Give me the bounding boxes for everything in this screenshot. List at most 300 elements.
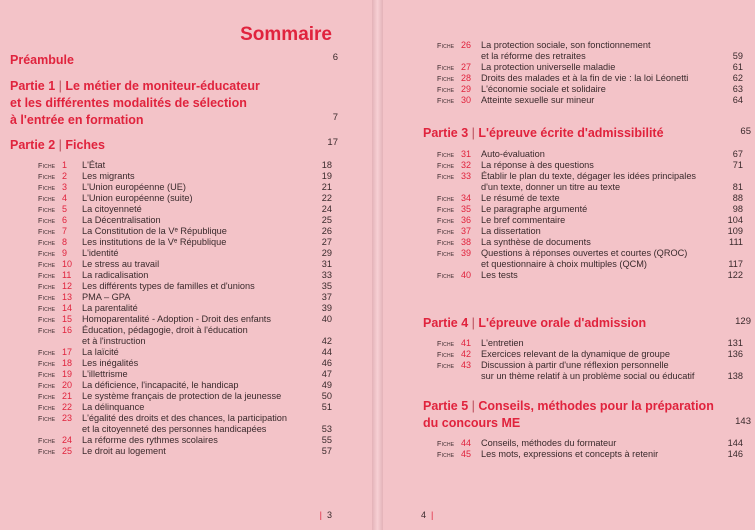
entry-title-line: d'un texte, donner un titre au texte [481, 182, 621, 192]
entry-title [481, 215, 565, 226]
entry-title-line: La laïcité [82, 347, 119, 357]
entry-title [481, 438, 616, 449]
toc-entry [437, 204, 743, 215]
entry-title [82, 226, 227, 237]
fiche-number: 32 [461, 160, 472, 170]
toc-entry [437, 338, 743, 349]
entry-title-line: Les institutions de la Vᵉ République [82, 237, 227, 247]
entry-title-line: La synthèse de documents [481, 237, 591, 247]
fiche-label: Fiche [437, 161, 455, 170]
fiche-number: 22 [62, 402, 73, 412]
fiche-label: Fiche [437, 150, 455, 159]
entry-page-number: 25 [321, 215, 332, 225]
entry-title [82, 259, 159, 270]
toc-entry [437, 449, 743, 460]
fiche-number: 43 [461, 360, 472, 370]
toc-entry [437, 40, 743, 62]
fiche-number: 42 [461, 349, 472, 359]
toc-entry [437, 438, 743, 449]
toc-entry [38, 446, 332, 457]
entry-title [82, 391, 281, 402]
toc-entry [437, 270, 743, 281]
toc-entry [38, 182, 332, 193]
entry-title-line: L'identité [82, 248, 119, 258]
part-page-number: 17 [327, 137, 338, 148]
part-page-number: 7 [332, 112, 338, 123]
fiche-label: Fiche [437, 227, 455, 236]
entry-title [82, 171, 135, 182]
fiche-number: 31 [461, 149, 472, 159]
toc-entry [437, 360, 743, 382]
entry-page-number: 53 [321, 424, 332, 434]
fiche-label: Fiche [38, 326, 56, 335]
toc-entry [38, 347, 332, 358]
entry-title [481, 171, 696, 193]
entry-page-number: 55 [321, 435, 332, 445]
toc-entry [437, 95, 743, 106]
fiche-number: 38 [461, 237, 472, 247]
fiche-label: Fiche [437, 350, 455, 359]
entry-title-line: et à l'instruction [82, 336, 146, 346]
entry-page-number: 24 [321, 204, 332, 214]
toc-entry [38, 204, 332, 215]
fiche-label: Fiche [437, 450, 455, 459]
toc-entry [437, 215, 743, 226]
fiche-label: Fiche [38, 172, 56, 181]
fiche-number: 39 [461, 248, 472, 258]
toc-entry [38, 391, 332, 402]
entry-page-number: 19 [321, 171, 332, 181]
fiche-label: Fiche [437, 96, 455, 105]
toc-entry [38, 413, 332, 435]
fiche-label: Fiche [437, 172, 455, 181]
entry-page-number: 109 [727, 226, 743, 236]
entry-title [82, 347, 119, 358]
entry-title-line: La radicalisation [82, 270, 149, 280]
entry-title [481, 338, 524, 349]
entry-title [82, 237, 226, 248]
fiche-label: Fiche [38, 260, 56, 269]
entry-page-number: 44 [321, 347, 332, 357]
fiche-number: 44 [461, 438, 472, 448]
entry-title-line: La réponse à des questions [481, 160, 594, 170]
toc-entry [38, 215, 332, 226]
left-page [0, 0, 372, 530]
entry-title-line: La réforme des rythmes scolaires [82, 435, 218, 445]
entry-title-line: Les mots, expressions et concepts à retenir [481, 449, 659, 459]
entry-title [481, 449, 658, 460]
entry-title [82, 303, 138, 314]
entry-title-line: L'Union européenne (UE) [82, 182, 186, 192]
entry-title-line: Le résumé de texte [481, 193, 560, 203]
fiche-label: Fiche [38, 194, 56, 203]
part-heading-line: et les différentes modalités de sélection [10, 96, 247, 110]
fiche-number: 6 [62, 215, 68, 225]
toc-entry [437, 149, 743, 160]
entry-title [82, 413, 287, 435]
toc-entry [38, 358, 332, 369]
entry-title [82, 358, 138, 369]
left-fiche-list [38, 160, 332, 457]
entry-title-line: Droits des malades et à la fin de vie : la loi Léonetti [481, 73, 689, 83]
entry-title-line: La déficience, l'incapacité, le handicap [82, 380, 239, 390]
fiche-label: Fiche [437, 41, 455, 50]
fiche-number: 14 [62, 303, 73, 313]
toc-entry [38, 314, 332, 325]
entry-title-line: La dissertation [481, 226, 541, 236]
entry-title-line: La citoyenneté [82, 204, 142, 214]
part-heading [423, 315, 723, 332]
entry-page-number: 27 [321, 237, 332, 247]
part-heading-line: du concours ME [423, 416, 521, 430]
toc-entry [437, 62, 743, 73]
part-heading-line: Partie 3 | L'épreuve écrite d'admissibilité [423, 126, 664, 140]
page-title: Sommaire [240, 24, 332, 45]
fiche-label: Fiche [38, 403, 56, 412]
fiche-label: Fiche [437, 249, 455, 258]
entry-title-line: sur un thème relatif à un problème social ou éducatif [481, 371, 695, 381]
entry-page-number: 18 [321, 160, 332, 170]
part-page-number: 65 [740, 126, 751, 137]
fiche-label: Fiche [38, 282, 56, 291]
right-fiche-list-top [437, 40, 743, 106]
fiche-label: Fiche [437, 85, 455, 94]
toc-entry [437, 248, 743, 270]
fiche-label: Fiche [437, 361, 455, 370]
entry-page-number: 88 [732, 193, 743, 203]
toc-entry [437, 237, 743, 248]
entry-page-number: 57 [321, 446, 332, 456]
entry-title [82, 193, 193, 204]
part-heading-line: Partie 1 | Le métier de moniteur-éducateur [10, 79, 260, 93]
toc-entry [437, 171, 743, 193]
part-page-number: 6 [332, 52, 338, 63]
fiche-label: Fiche [38, 205, 56, 214]
entry-title [481, 349, 670, 360]
fiche-label: Fiche [437, 194, 455, 203]
toc-entry [437, 226, 743, 237]
fiche-number: 2 [62, 171, 68, 181]
entry-page-number: 21 [321, 182, 332, 192]
entry-title [481, 237, 591, 248]
fiche-label: Fiche [38, 315, 56, 324]
toc-entry [38, 435, 332, 446]
entry-title-line: Le paragraphe argumenté [481, 204, 588, 214]
entry-title-line: La parentalité [82, 303, 138, 313]
fiche-number: 10 [62, 259, 73, 269]
fiche-number: 9 [62, 248, 68, 258]
part-heading-line: Partie 4 | L'épreuve orale d'admission [423, 316, 647, 330]
toc-entry [38, 237, 332, 248]
entry-page-number: 50 [321, 391, 332, 401]
entry-title-line: L'économie sociale et solidaire [481, 84, 606, 94]
entry-page-number: 67 [732, 149, 743, 159]
toc-entry [38, 281, 332, 292]
fiche-number: 40 [461, 270, 472, 280]
fiche-label: Fiche [38, 414, 56, 423]
entry-page-number: 51 [321, 402, 332, 412]
entry-title [481, 270, 518, 281]
entry-title [481, 226, 541, 237]
entry-title [481, 84, 606, 95]
entry-page-number: 131 [727, 338, 743, 348]
entry-title [82, 182, 186, 193]
part4-fiche-list [437, 338, 743, 382]
entry-title-line: Les différents types de familles et d'unions [82, 281, 255, 291]
fiche-number: 35 [461, 204, 472, 214]
entry-title [82, 204, 142, 215]
fiche-label: Fiche [38, 183, 56, 192]
fiche-number: 37 [461, 226, 472, 236]
part-heading [10, 78, 310, 129]
toc-entry [38, 226, 332, 237]
entry-title-line: L'État [82, 160, 106, 170]
toc-entry [38, 160, 332, 171]
toc-entry [38, 303, 332, 314]
fiche-number: 30 [461, 95, 472, 105]
entry-page-number: 122 [727, 270, 743, 280]
entry-page-number: 37 [321, 292, 332, 302]
entry-title-line: Le stress au travail [82, 259, 160, 269]
entry-page-number: 64 [732, 95, 743, 105]
part-heading-line: à l'entrée en formation [10, 113, 144, 127]
entry-page-number: 26 [321, 226, 332, 236]
fiche-label: Fiche [437, 271, 455, 280]
part5-fiche-list [437, 438, 743, 460]
entry-title-line: Les tests [481, 270, 518, 280]
part-heading [423, 125, 723, 142]
fiche-number: 13 [62, 292, 73, 302]
entry-title [82, 402, 144, 413]
fiche-label: Fiche [38, 216, 56, 225]
fiche-number: 15 [62, 314, 73, 324]
entry-title-line: Discussion à partir d'une réflexion personnelle [481, 360, 669, 370]
entry-page-number: 33 [321, 270, 332, 280]
fiche-label: Fiche [38, 238, 56, 247]
fiche-label: Fiche [38, 392, 56, 401]
toc-entry [437, 160, 743, 171]
entry-title-line: Exercices relevant de la dynamique de groupe [481, 349, 670, 359]
entry-title [481, 248, 687, 270]
fiche-label: Fiche [38, 304, 56, 313]
part-page-number: 143 [735, 416, 751, 427]
entry-title [481, 95, 594, 106]
folio-right: 4 | [421, 510, 434, 520]
fiche-number: 5 [62, 204, 68, 214]
toc-entry [38, 259, 332, 270]
entry-title-line: Les inégalités [82, 358, 139, 368]
entry-title-line: Établir le plan du texte, dégager les idées principales [481, 171, 697, 181]
toc-entry [38, 402, 332, 413]
fiche-label: Fiche [38, 359, 56, 368]
entry-title-line: L'illettrisme [82, 369, 128, 379]
fiche-number: 3 [62, 182, 68, 192]
entry-title-line: Homoparentalité - Adoption - Droit des enfants [82, 314, 271, 324]
entry-title-line: La délinquance [82, 402, 145, 412]
fiche-number: 21 [62, 391, 73, 401]
entry-title-line: Les migrants [82, 171, 135, 181]
entry-title [82, 215, 161, 226]
entry-title-line: L'Union européenne (suite) [82, 193, 193, 203]
entry-page-number: 35 [321, 281, 332, 291]
entry-title-line: La protection universelle maladie [481, 62, 616, 72]
fiche-label: Fiche [38, 447, 56, 456]
part-heading [423, 398, 723, 432]
part3-fiche-list [437, 149, 743, 281]
entry-page-number: 144 [727, 438, 743, 448]
entry-page-number: 138 [727, 371, 743, 381]
fiche-label: Fiche [38, 227, 56, 236]
part-heading-line: Partie 5 | Conseils, méthodes pour la préparation [423, 399, 714, 413]
entry-title [481, 193, 560, 204]
toc-entry [38, 380, 332, 391]
entry-title-line: Conseils, méthodes du formateur [481, 438, 617, 448]
fiche-label: Fiche [38, 348, 56, 357]
toc-entry [38, 325, 332, 347]
fiche-number: 18 [62, 358, 73, 368]
part-heading [10, 137, 310, 154]
toc-entry [437, 193, 743, 204]
entry-page-number: 40 [321, 314, 332, 324]
fiche-number: 28 [461, 73, 472, 83]
entry-title-line: Le bref commentaire [481, 215, 566, 225]
toc-entry [38, 248, 332, 259]
right-page [383, 0, 755, 530]
entry-title-line: L'égalité des droits et des chances, la participation [82, 413, 288, 423]
toc-entry [38, 193, 332, 204]
entry-title [481, 62, 615, 73]
entry-title [481, 149, 545, 160]
fiche-label: Fiche [437, 74, 455, 83]
fiche-label: Fiche [38, 436, 56, 445]
entry-title [82, 380, 239, 391]
fiche-label: Fiche [38, 370, 56, 379]
entry-title [82, 314, 271, 325]
fiche-label: Fiche [38, 293, 56, 302]
fiche-number: 1 [62, 160, 68, 170]
entry-title-line: et questionnaire à choix multiples (QCM) [481, 259, 647, 269]
fiche-number: 29 [461, 84, 472, 94]
entry-page-number: 42 [321, 336, 332, 346]
entry-title-line: Le droit au logement [82, 446, 166, 456]
part-heading [10, 52, 310, 69]
entry-page-number: 22 [321, 193, 332, 203]
fiche-number: 26 [461, 40, 472, 50]
fiche-label: Fiche [437, 216, 455, 225]
toc-entry [437, 84, 743, 95]
part-heading-line: Partie 2 | Fiches [10, 138, 105, 152]
fiche-number: 33 [461, 171, 472, 181]
toc-entry [38, 270, 332, 281]
entry-title [481, 73, 688, 84]
fiche-number: 19 [62, 369, 73, 379]
toc-entry [437, 349, 743, 360]
entry-page-number: 47 [321, 369, 332, 379]
entry-title [82, 248, 119, 259]
entry-page-number: 146 [727, 449, 743, 459]
entry-page-number: 59 [732, 51, 743, 61]
fiche-number: 11 [62, 270, 72, 280]
toc-entry [38, 292, 332, 303]
entry-title [481, 204, 587, 215]
entry-page-number: 111 [729, 237, 743, 247]
entry-title-line: La Décentralisation [82, 215, 161, 225]
entry-title [82, 325, 248, 347]
folio-left: | 3 [319, 510, 332, 520]
fiche-number: 16 [62, 325, 73, 335]
entry-page-number: 31 [321, 259, 332, 269]
fiche-label: Fiche [437, 439, 455, 448]
fiche-number: 7 [62, 226, 68, 236]
entry-title [82, 369, 128, 380]
fiche-number: 24 [62, 435, 73, 445]
entry-page-number: 98 [732, 204, 743, 214]
fiche-number: 4 [62, 193, 68, 203]
entry-title-line: PMA – GPA [82, 292, 131, 302]
entry-page-number: 39 [321, 303, 332, 313]
fiche-number: 8 [62, 237, 68, 247]
entry-page-number: 61 [732, 62, 743, 72]
fiche-label: Fiche [38, 271, 56, 280]
entry-page-number: 29 [321, 248, 332, 258]
entry-title [481, 360, 694, 382]
entry-title-line: Atteinte sexuelle sur mineur [481, 95, 595, 105]
entry-title-line: La protection sociale, son fonctionnement [481, 40, 651, 50]
fiche-label: Fiche [38, 381, 56, 390]
part-page-number: 129 [735, 316, 751, 327]
book-gutter [372, 0, 383, 530]
entry-page-number: 117 [728, 259, 743, 269]
fiche-label: Fiche [38, 161, 56, 170]
toc-entry [38, 171, 332, 182]
fiche-label: Fiche [437, 339, 455, 348]
part-heading-line: Préambule [10, 53, 74, 67]
entry-page-number: 136 [727, 349, 743, 359]
entry-title [82, 281, 255, 292]
fiche-number: 34 [461, 193, 472, 203]
entry-page-number: 62 [732, 73, 743, 83]
entry-title-line: et la citoyenneté des personnes handicapées [82, 424, 267, 434]
entry-title [82, 160, 105, 171]
entry-title-line: Auto-évaluation [481, 149, 545, 159]
fiche-number: 45 [461, 449, 472, 459]
fiche-label: Fiche [437, 205, 455, 214]
entry-title-line: et la réforme des retraites [481, 51, 586, 61]
entry-title-line: Questions à réponses ouvertes et courtes (QROC) [481, 248, 688, 258]
toc-entry [437, 73, 743, 84]
fiche-number: 23 [62, 413, 73, 423]
entry-title-line: Éducation, pédagogie, droit à l'éducation [82, 325, 248, 335]
fiche-number: 36 [461, 215, 472, 225]
entry-title-line: Le système français de protection de la jeunesse [82, 391, 282, 401]
toc-entry [38, 369, 332, 380]
entry-page-number: 104 [727, 215, 743, 225]
fiche-number: 12 [62, 281, 73, 291]
entry-title [82, 435, 218, 446]
fiche-number: 27 [461, 62, 472, 72]
entry-page-number: 49 [321, 380, 332, 390]
fiche-number: 17 [62, 347, 73, 357]
entry-page-number: 63 [732, 84, 743, 94]
fiche-label: Fiche [437, 63, 455, 72]
entry-title [82, 446, 166, 457]
entry-title [481, 40, 651, 62]
entry-title-line: La Constitution de la Vᵉ République [82, 226, 227, 236]
fiche-number: 41 [461, 338, 472, 348]
fiche-label: Fiche [437, 238, 455, 247]
entry-page-number: 81 [732, 182, 743, 192]
entry-title [481, 160, 594, 171]
